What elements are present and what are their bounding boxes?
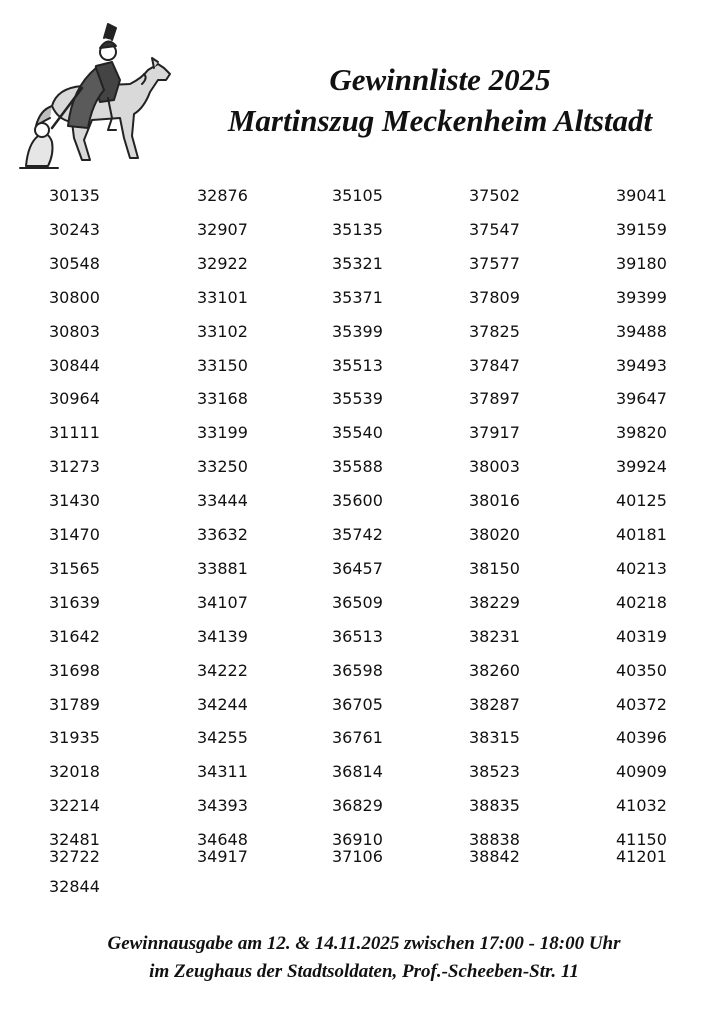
prize-collection-location: im Zeughaus der Stadtsoldaten, Prof.-Scheeben-Str. 11 xyxy=(149,961,579,982)
winning-number: 40909 xyxy=(616,762,667,781)
winning-number: 36829 xyxy=(332,796,383,815)
winning-number: 36814 xyxy=(332,762,383,781)
winning-number: 32844 xyxy=(49,877,100,896)
winning-number: 37547 xyxy=(469,220,520,239)
winning-number: 41150 xyxy=(616,830,667,849)
winning-number: 31470 xyxy=(49,525,100,544)
winning-number: 30964 xyxy=(49,389,100,408)
page-subtitle: Martinszug Meckenheim Altstadt xyxy=(227,103,653,138)
winning-number: 38150 xyxy=(469,559,520,578)
winning-number: 32907 xyxy=(197,220,248,239)
page-title: Gewinnliste 2025 xyxy=(329,62,551,97)
winning-number: 31565 xyxy=(49,559,100,578)
winning-number: 34107 xyxy=(197,593,248,612)
winning-number: 34222 xyxy=(197,661,248,680)
winning-number: 34393 xyxy=(197,796,248,815)
winning-number: 32722 xyxy=(49,847,100,866)
winning-number: 39488 xyxy=(616,322,667,341)
winning-number: 31642 xyxy=(49,627,100,646)
winning-number: 32481 xyxy=(49,830,100,849)
winning-number: 39399 xyxy=(616,288,667,307)
winning-number: 37825 xyxy=(469,322,520,341)
winning-number: 38835 xyxy=(469,796,520,815)
winning-number: 38842 xyxy=(469,847,520,866)
winning-number: 33101 xyxy=(197,288,248,307)
winning-number: 34255 xyxy=(197,728,248,747)
winning-number: 35600 xyxy=(332,491,383,510)
winning-number: 37897 xyxy=(469,389,520,408)
winning-number: 40213 xyxy=(616,559,667,578)
winning-number: 35321 xyxy=(332,254,383,273)
winning-number: 40350 xyxy=(616,661,667,680)
winning-number: 39820 xyxy=(616,423,667,442)
winning-number: 36457 xyxy=(332,559,383,578)
winning-number: 38231 xyxy=(469,627,520,646)
winning-number: 33150 xyxy=(197,356,248,375)
winning-number: 39159 xyxy=(616,220,667,239)
winning-number: 39041 xyxy=(616,186,667,205)
winning-number: 35540 xyxy=(332,423,383,442)
winning-number: 37502 xyxy=(469,186,520,205)
winning-number: 35513 xyxy=(332,356,383,375)
winning-number: 38260 xyxy=(469,661,520,680)
winning-number: 38287 xyxy=(469,695,520,714)
winning-number: 31935 xyxy=(49,728,100,747)
winning-number: 34917 xyxy=(197,847,248,866)
winning-number: 34311 xyxy=(197,762,248,781)
winning-number: 33632 xyxy=(197,525,248,544)
winning-number: 41032 xyxy=(616,796,667,815)
winning-number: 38003 xyxy=(469,457,520,476)
winning-number: 35371 xyxy=(332,288,383,307)
winning-number: 36705 xyxy=(332,695,383,714)
winning-number: 31698 xyxy=(49,661,100,680)
winning-number: 35588 xyxy=(332,457,383,476)
winning-number: 30548 xyxy=(49,254,100,273)
winning-number: 36910 xyxy=(332,830,383,849)
winning-number: 36761 xyxy=(332,728,383,747)
winning-number: 40181 xyxy=(616,525,667,544)
winning-number: 35539 xyxy=(332,389,383,408)
winning-number: 35399 xyxy=(332,322,383,341)
winning-number: 31430 xyxy=(49,491,100,510)
winning-number: 40319 xyxy=(616,627,667,646)
winning-number: 33168 xyxy=(197,389,248,408)
winning-number: 37577 xyxy=(469,254,520,273)
winning-number: 36513 xyxy=(332,627,383,646)
prize-collection-info: Gewinnausgabe am 12. & 14.11.2025 zwischen 17:00 - 18:00 Uhr xyxy=(107,933,621,954)
winning-number: 32214 xyxy=(49,796,100,815)
winning-number: 39493 xyxy=(616,356,667,375)
winning-number: 32876 xyxy=(197,186,248,205)
winning-number: 34244 xyxy=(197,695,248,714)
winning-number: 39180 xyxy=(616,254,667,273)
winning-number: 31789 xyxy=(49,695,100,714)
winning-number: 40218 xyxy=(616,593,667,612)
winning-number: 35135 xyxy=(332,220,383,239)
winning-number: 37106 xyxy=(332,847,383,866)
winning-number: 31639 xyxy=(49,593,100,612)
winning-number: 38838 xyxy=(469,830,520,849)
winning-number: 35742 xyxy=(332,525,383,544)
winning-number: 38523 xyxy=(469,762,520,781)
winning-number: 33102 xyxy=(197,322,248,341)
winning-number: 33444 xyxy=(197,491,248,510)
winning-number: 32018 xyxy=(49,762,100,781)
winning-number: 36509 xyxy=(332,593,383,612)
winning-number: 34139 xyxy=(197,627,248,646)
winning-number: 30135 xyxy=(49,186,100,205)
winning-number: 30800 xyxy=(49,288,100,307)
winning-number: 30803 xyxy=(49,322,100,341)
winning-number: 30243 xyxy=(49,220,100,239)
winning-number: 39647 xyxy=(616,389,667,408)
winning-number: 30844 xyxy=(49,356,100,375)
winning-number: 35105 xyxy=(332,186,383,205)
winning-number: 38315 xyxy=(469,728,520,747)
winning-number: 33199 xyxy=(197,423,248,442)
winning-number: 31273 xyxy=(49,457,100,476)
winning-number: 40396 xyxy=(616,728,667,747)
winning-number: 40125 xyxy=(616,491,667,510)
winning-number: 38020 xyxy=(469,525,520,544)
st-martin-logo-icon xyxy=(12,18,180,170)
winning-number: 33250 xyxy=(197,457,248,476)
winning-number: 31111 xyxy=(49,423,100,442)
winning-number: 40372 xyxy=(616,695,667,714)
winning-number: 38229 xyxy=(469,593,520,612)
winning-number: 33881 xyxy=(197,559,248,578)
winning-number: 39924 xyxy=(616,457,667,476)
winning-number: 37847 xyxy=(469,356,520,375)
winning-number: 37809 xyxy=(469,288,520,307)
winning-number: 34648 xyxy=(197,830,248,849)
winning-number: 32922 xyxy=(197,254,248,273)
winning-number: 37917 xyxy=(469,423,520,442)
winning-number: 41201 xyxy=(616,847,667,866)
winning-number: 38016 xyxy=(469,491,520,510)
winning-number: 36598 xyxy=(332,661,383,680)
